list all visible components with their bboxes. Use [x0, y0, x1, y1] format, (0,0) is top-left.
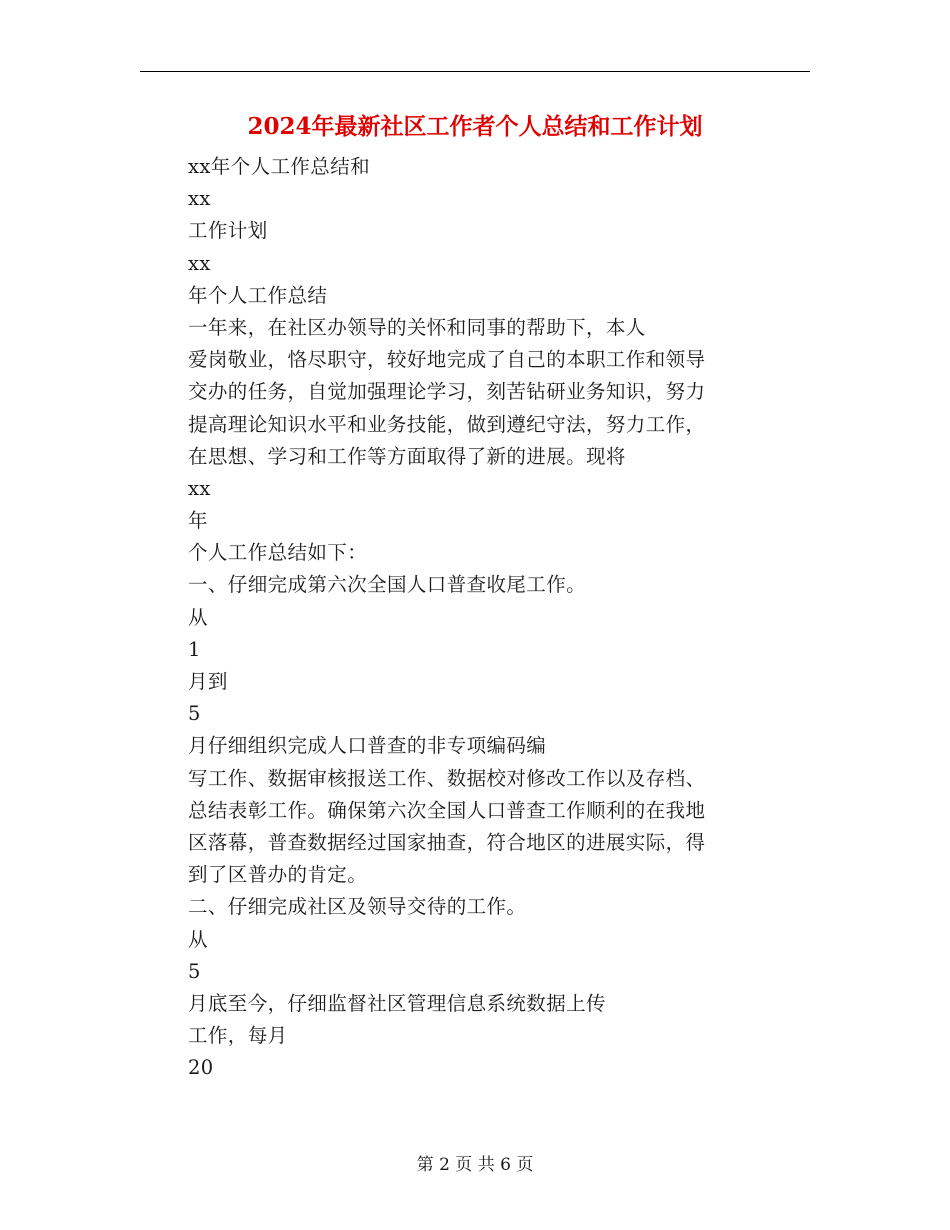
page-number: 第 2 页 共 6 页 [416, 1155, 534, 1175]
body-line: 月仔细组织完成人口普查的非专项编码编 [188, 734, 547, 758]
body-line: 爱岗敬业，恪尽职守，较好地完成了自己的本职工作和领导 [188, 348, 706, 372]
body-line: 月底至今，仔细监督社区管理信息系统数据上传 [188, 991, 606, 1015]
body-line: 区落幕，普查数据经过国家抽查，符合地区的进展实际，得 [188, 830, 706, 854]
header-rule [140, 71, 810, 72]
body-line: 20 [188, 1056, 214, 1080]
body-line: xx [188, 476, 211, 500]
body-line: 从 [188, 927, 208, 951]
document-body [188, 151, 768, 1084]
body-line: 在思想、学习和工作等方面取得了新的进展。现将 [188, 444, 626, 468]
document-title: 2024年最新社区工作者个人总结和工作计划 [247, 113, 703, 140]
body-line: 工作，每月 [188, 1024, 288, 1048]
body-line: 5 [188, 959, 201, 983]
body-line: 1 [188, 637, 201, 661]
body-line: 一、仔细完成第六次全国人口普查收尾工作。 [188, 573, 587, 597]
body-line: 写工作、数据审核报送工作、数据校对修改工作以及存档、 [188, 766, 706, 790]
body-line: 年 [188, 509, 208, 533]
body-line: 从 [188, 605, 208, 629]
body-line: 年个人工作总结 [188, 283, 328, 307]
body-line: 提高理论知识水平和业务技能，做到遵纪守法，努力工作， [188, 412, 706, 436]
body-line: xx年个人工作总结和 [188, 155, 370, 178]
body-line: 月到 [188, 670, 228, 693]
body-line: 总结表彰工作。确保第六次全国人口普查工作顺利的在我地 [188, 798, 706, 822]
body-line: xx [188, 251, 211, 275]
body-line: 个人工作总结如下： [188, 541, 368, 565]
body-line: 二、仔细完成社区及领导交待的工作。 [188, 895, 527, 919]
body-line: xx [188, 187, 211, 211]
body-line: 工作计划 [188, 219, 268, 243]
body-line: 一年来，在社区办领导的关怀和同事的帮助下，本人 [188, 315, 646, 339]
body-line: 5 [188, 702, 201, 726]
body-line: 交办的任务，自觉加强理论学习，刻苦钻研业务知识，努力 [188, 380, 706, 404]
body-line: 到了区普办的肯定。 [188, 863, 368, 887]
